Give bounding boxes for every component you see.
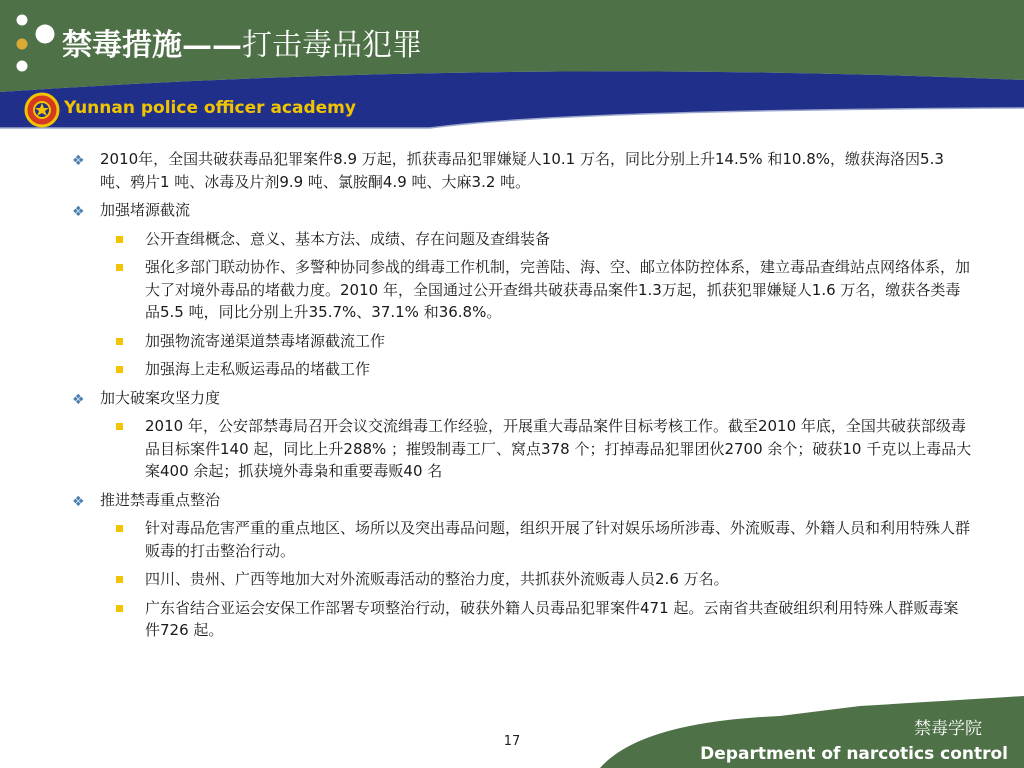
square-bullet-icon (116, 366, 123, 373)
academy-name: Yunnan police officer academy (64, 98, 356, 118)
sub-bullet-item (72, 415, 972, 483)
sub-bullet-item (72, 256, 972, 324)
bullet-text: 加强堵源截流 (100, 201, 191, 219)
sub-bullet-text: 加强物流寄递渠道禁毒堵源截流工作 (145, 331, 386, 350)
diamond-bullet-icon: ❖ (72, 391, 85, 408)
page-number: 17 (503, 734, 521, 749)
square-bullet-icon (116, 576, 123, 583)
sub-bullet-text: 加强海上走私贩运毒品的堵截工作 (145, 360, 371, 378)
sub-bullet-text: 强化多部门联动协作、多警种协同参战的缉毒工作机制，完善陆、海、空、邮立体防控体系，建立毒品查缉站点网络体系，加大了对境外毒品的堵截力度。2010 年，全国通过公开查缉共破获毒品案件1.3万起，抓获犯罪嫌疑人1.6 万名，缴获各类毒品5.5 吨，同比分别上升35.7%、37.1% 和36.8%。 (145, 258, 971, 321)
diamond-bullet-icon: ❖ (72, 493, 85, 510)
sub-bullet-item (72, 330, 972, 353)
bullet-item-rectification (72, 489, 972, 512)
slide-title (62, 20, 422, 72)
slide-title-main: 禁毒措施—— (62, 28, 242, 63)
sub-bullet-text: 四川、贵州、广西等地加大对外流贩毒活动的整治力度，共抓获外流贩毒人员2.6 万名。 (145, 570, 729, 588)
bullet-item-stats (72, 148, 972, 193)
bullet-item-blocking (72, 199, 972, 222)
sub-bullet-text: 广东省结合亚运会安保工作部署专项整治行动，破获外籍人员毒品犯罪案件471 起。云南省共查破组织利用特殊人群贩毒案件726 起。 (145, 598, 959, 639)
square-bullet-icon (116, 605, 123, 612)
sub-bullet-item (72, 517, 972, 562)
police-emblem-icon (24, 92, 60, 128)
bullet-text: 推进禁毒重点整治 (100, 490, 221, 509)
sub-bullet-item (72, 358, 972, 381)
sub-bullet-text: 公开查缉概念、意义、基本方法、成绩、存在问题及查缉装备 (145, 229, 551, 248)
diamond-bullet-icon: ❖ (72, 153, 85, 169)
square-bullet-icon (116, 525, 123, 532)
sub-bullet-item (72, 568, 972, 591)
footer-department-en: Department of narcotics control (700, 744, 1008, 764)
sub-bullet-item (72, 597, 972, 642)
sub-bullet-text: 2010 年，公安部禁毒局召开会议交流缉毒工作经验，开展重大毒品案件目标考核工作。截至2010 年底，全国共破获部级毒品目标案件140 起，同比上升288% ；摧毁制毒工厂、窝点378 个；打掉毒品犯罪团伙2700 余个；破获10 千克以上毒品大案400 余起；抓获境外毒枭和重要毒贩40 名 (145, 417, 972, 480)
bullet-text: 加大破案攻坚力度 (100, 388, 221, 407)
bullet-item-cases (72, 387, 972, 410)
square-bullet-icon (116, 338, 123, 345)
sub-bullet-text: 针对毒品危害严重的重点地区、场所以及突出毒品问题，组织开展了针对娱乐场所涉毒、外流贩毒、外籍人员和利用特殊人群贩毒的打击整治行动。 (145, 519, 971, 560)
slide-content (72, 148, 972, 648)
slide-title-rest: 打击毒品犯罪 (242, 28, 422, 63)
footer-department-cn: 禁毒学院 (914, 719, 982, 739)
sub-bullet-item (72, 228, 972, 251)
square-bullet-icon (116, 423, 123, 430)
diamond-bullet-icon: ❖ (72, 204, 85, 220)
bullet-text: 2010年，全国共破获毒品犯罪案件8.9 万起，抓获毒品犯罪嫌疑人10.1 万名，同比分别上升14.5% 和10.8%，缴获海洛因5.3 吨、鸦片1 吨、冰毒及片剂9.9 吨、氯胺酮4.9 吨、大麻3.2 吨。 (100, 150, 944, 191)
square-bullet-icon (116, 264, 123, 271)
square-bullet-icon (116, 236, 123, 243)
